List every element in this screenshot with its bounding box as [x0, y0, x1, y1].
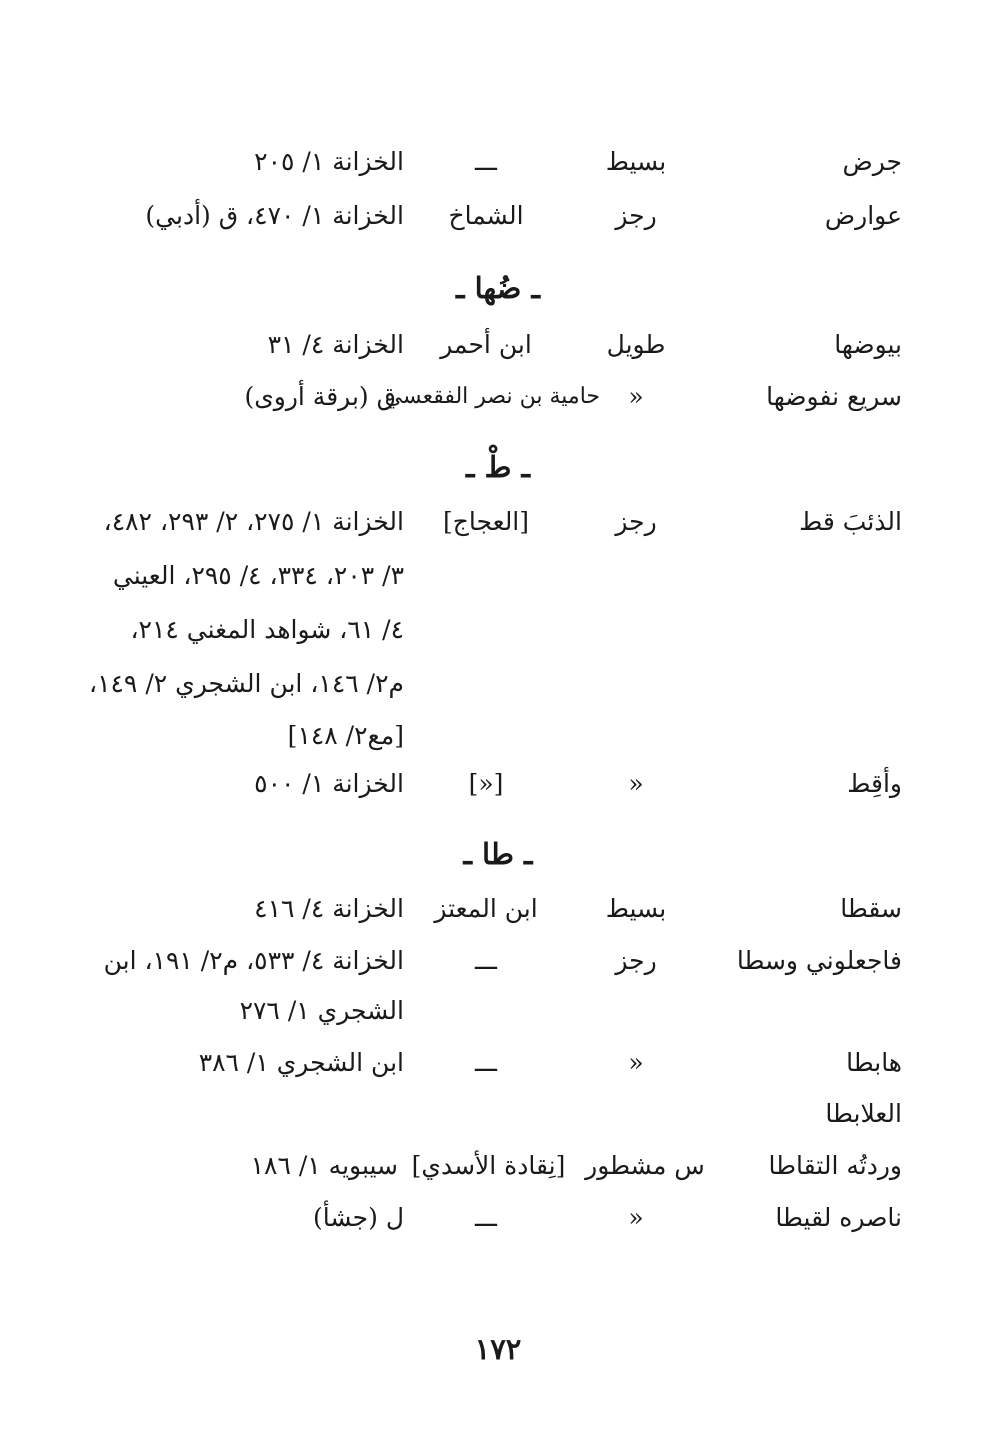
meter: طويل: [606, 330, 666, 359]
table-row: [0, 1094, 996, 1134]
poet: حامية بن نصر الفقعسي: [384, 384, 600, 409]
rhyme-word: فاجعلوني وسطا: [736, 946, 902, 975]
source-continuation: [0, 991, 996, 1031]
source-continuation: [0, 556, 996, 596]
source: الخزانة ١/ ٢٧٥، ٢/ ٢٩٣، ٤٨٢،: [103, 507, 404, 536]
source-line: [مع٢/ ١٤٨]: [287, 721, 404, 750]
poet: الشماخ: [448, 201, 524, 230]
source: الخزانة ٤/ ٥٣٣، م٢/ ١٩١، ابن: [103, 946, 404, 975]
poet: [نِقادة الأسدي]: [411, 1151, 566, 1180]
rhyme-word: سريع نفوضها: [766, 382, 902, 411]
meter: رجز: [615, 946, 657, 975]
source-line: م٢/ ١٤٦، ابن الشجري ٢/ ١٤٩،: [89, 669, 404, 698]
rhyme-word: هابطا: [846, 1048, 902, 1077]
source: ل (جشأ): [313, 1203, 404, 1232]
poet: ـــ: [475, 1203, 497, 1232]
rhyme-word: وأقِط: [847, 769, 902, 798]
source-line: ٣/ ٢٠٣، ٣٣٤، ٤/ ٢٩٥، العيني: [112, 561, 404, 590]
table-row: [0, 1146, 996, 1186]
source: ق (برقة أروى): [244, 382, 396, 411]
rhyme-word: الذئبَ قط: [799, 507, 902, 536]
section-heading: ـ طْ ـ: [465, 450, 530, 484]
source: سيبويه ١/ ١٨٦: [250, 1151, 398, 1180]
poet: ابن أحمر: [440, 330, 532, 359]
table-row: [0, 764, 996, 804]
meter: بسيط: [605, 147, 667, 176]
meter: «: [628, 1203, 644, 1232]
poet: [العجاج]: [442, 507, 530, 536]
poet: ـــ: [475, 147, 497, 176]
table-row: [0, 502, 996, 542]
poet: ابن المعتز: [434, 894, 538, 923]
section-heading: ـ طا ـ: [463, 837, 533, 871]
table-row: [0, 941, 996, 981]
meter: «: [628, 769, 644, 798]
meter: «: [628, 1048, 644, 1077]
source: الخزانة ٤/ ٤١٦: [254, 894, 404, 923]
source: الخزانة ١/ ٢٠٥: [254, 147, 404, 176]
table-row: [0, 325, 996, 365]
page-number: ١٧٢: [474, 1332, 522, 1366]
source: الخزانة ١/ ٥٠٠: [254, 769, 404, 798]
source-continuation: [0, 716, 996, 756]
poet: [«]: [468, 769, 504, 798]
table-row: [0, 1198, 996, 1238]
rhyme-word: سقطا: [840, 894, 902, 923]
source: الخزانة ١/ ٤٧٠، ق (أدبي): [145, 201, 404, 230]
rhyme-word: جرض: [842, 147, 902, 176]
section-heading: ـ ضُها ـ: [455, 271, 540, 305]
poet: ـــ: [475, 1048, 497, 1077]
table-row: [0, 1043, 996, 1083]
meter: بسيط: [605, 894, 667, 923]
source-continuation: [0, 610, 996, 650]
rhyme-word: العلابطا: [825, 1099, 902, 1128]
rhyme-word: بيوضها: [834, 330, 902, 359]
meter: س مشطور: [585, 1151, 705, 1180]
source-line: الشجري ١/ ٢٧٦: [239, 996, 404, 1025]
table-row: [0, 889, 996, 929]
table-row: [0, 196, 996, 236]
rhyme-word: عوارض: [824, 201, 902, 230]
meter: رجز: [615, 201, 657, 230]
source-line: ٤/ ٦١، شواهد المغني ٢١٤،: [130, 615, 404, 644]
table-row: [0, 142, 996, 182]
source: الخزانة ٤/ ٣١: [267, 330, 404, 359]
meter: «: [628, 382, 644, 411]
source-continuation: [0, 664, 996, 704]
rhyme-word: وردتُه التقاطا: [768, 1151, 902, 1180]
table-row: [0, 377, 996, 417]
source: ابن الشجري ١/ ٣٨٦: [198, 1048, 404, 1077]
rhyme-word: ناصره لقيطا: [775, 1203, 902, 1232]
meter: رجز: [615, 507, 657, 536]
poet: ـــ: [475, 946, 497, 975]
